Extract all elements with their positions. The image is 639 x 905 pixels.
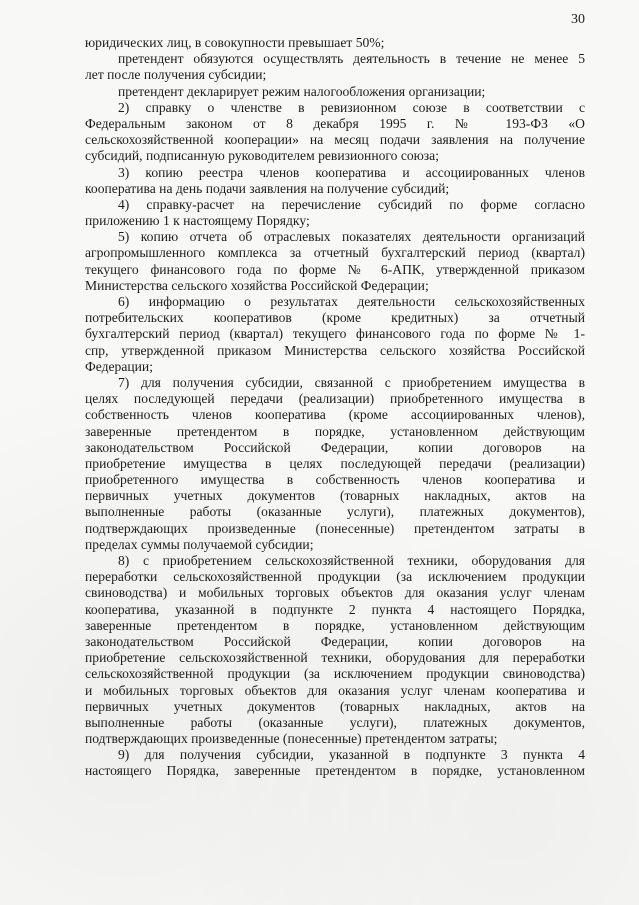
- text-line: 3) копию реестра членов кооператива и ассоциированных членов: [118, 164, 585, 180]
- text-line: приложению 1 к настоящему Порядку;: [85, 213, 310, 229]
- text-line: потребительских кооперативов (кроме кредитных) за отчетный: [85, 310, 585, 326]
- text-line: бухгалтерский период (квартал) текущего финансового года по форме № 1-: [85, 326, 585, 342]
- text-line: переработки сельскохозяйственной продукции (за исключением продукции: [85, 569, 585, 585]
- text-line: сельскохозяйственной продукции (за исключением продукции свиноводства): [85, 666, 585, 682]
- text-line: 6) информацию о результатах деятельности сельскохозяйственных: [118, 294, 585, 309]
- text-line: сельскохозяйственной кооперации» на месяц подачи заявления на получение: [85, 132, 585, 148]
- text-line: 5) копию отчета об отраслевых показателях деятельности организаций: [118, 229, 585, 245]
- text-line: субсидий, подписанную руководителем ревизионного союза;: [85, 148, 439, 164]
- text-line: претендент декларирует режим налогообложения организации;: [118, 83, 486, 99]
- text-line: лет после получения субсидии;: [85, 67, 267, 83]
- text-line: первичных учетных документов (товарных накладных, актов на: [85, 488, 585, 504]
- document-body: [85, 35, 585, 780]
- text-line: приобретение сельскохозяйственной техники, оборудования для переработки: [85, 650, 585, 666]
- text-line: кооператива, указанной в подпункте 2 пункта 4 настоящего Порядка,: [85, 601, 585, 617]
- text-line: выполненные работы (оказанные услуги), платежных документов),: [85, 504, 585, 520]
- text-line: Федеральным законом от 8 декабря 1995 г. № 193-ФЗ «О: [85, 115, 585, 131]
- text-line: свиноводства) и мобильных торговых объектов для оказания услуг членам: [85, 585, 585, 601]
- text-line: и мобильных торговых объектов для оказания услуг членам кооператива и: [85, 682, 585, 698]
- text-line: подтверждающих произведенные (понесенные) претендентом затраты;: [85, 731, 498, 747]
- text-line: текущего финансового года по форме № 6-АПК, утвержденной приказом: [85, 261, 585, 277]
- text-line: первичных учетных документов (товарных накладных, актов на: [85, 698, 585, 714]
- text-line: приобретенного имущества в собственность членов кооператива и: [85, 472, 585, 488]
- text-line: спр, утвержденной приказом Министерства сельского хозяйства Российской: [85, 342, 585, 358]
- text-line: целях последующей передачи (реализации) приобретенного имущества в: [85, 391, 585, 407]
- text-line: пределах суммы получаемой субсидии;: [85, 536, 314, 552]
- text-line: агропромышленного комплекса за отчетный бухгалтерский период (квартал): [85, 245, 585, 261]
- text-line: кооператива на день подачи заявления на получение субсидий;: [85, 180, 450, 196]
- text-line: 4) справку-расчет на перечисление субсидий по форме согласно: [118, 196, 585, 212]
- text-line: заверенные претендентом в порядке, установленном действующим: [85, 617, 585, 633]
- text-line: выполненные работы (оказанные услуги), платежных документов,: [85, 714, 585, 730]
- text-line: заверенные претендентом в порядке, установленном действующим: [85, 423, 585, 439]
- text-line: 7) для получения субсидии, связанной с приобретением имущества в: [118, 374, 585, 390]
- page-number: 30: [571, 12, 585, 27]
- text-line: 8) с приобретением сельскохозяйственной техники, оборудования для: [118, 553, 585, 568]
- text-line: законодательством Российской Федерации, копии договоров на: [85, 633, 585, 649]
- text-line: приобретение имущества в целях последующей передачи (реализации): [85, 455, 585, 471]
- text-line: претендент обязуются осуществлять деятельность в течение не менее 5: [118, 51, 585, 67]
- text-line: 2) справку о членстве в ревизионном союзе в соответствии с: [118, 99, 585, 115]
- text-line: собственность членов кооператива (кроме ассоциированных членов),: [85, 407, 585, 423]
- text-line: 9) для получения субсидии, указанной в подпункте 3 пункта 4: [118, 747, 585, 763]
- text-line: Федерации;: [85, 358, 153, 374]
- text-line: юридических лиц, в совокупности превышает 50%;: [85, 35, 385, 50]
- text-line: настоящего Порядка, заверенные претендентом в порядке, установленном: [85, 763, 585, 779]
- text-line: законодательством Российской Федерации, копии договоров на: [85, 439, 585, 455]
- text-line: подтверждающих произведенные (понесенные) претендентом затраты в: [85, 520, 585, 536]
- text-line: Министерства сельского хозяйства Российской Федерации;: [85, 277, 429, 293]
